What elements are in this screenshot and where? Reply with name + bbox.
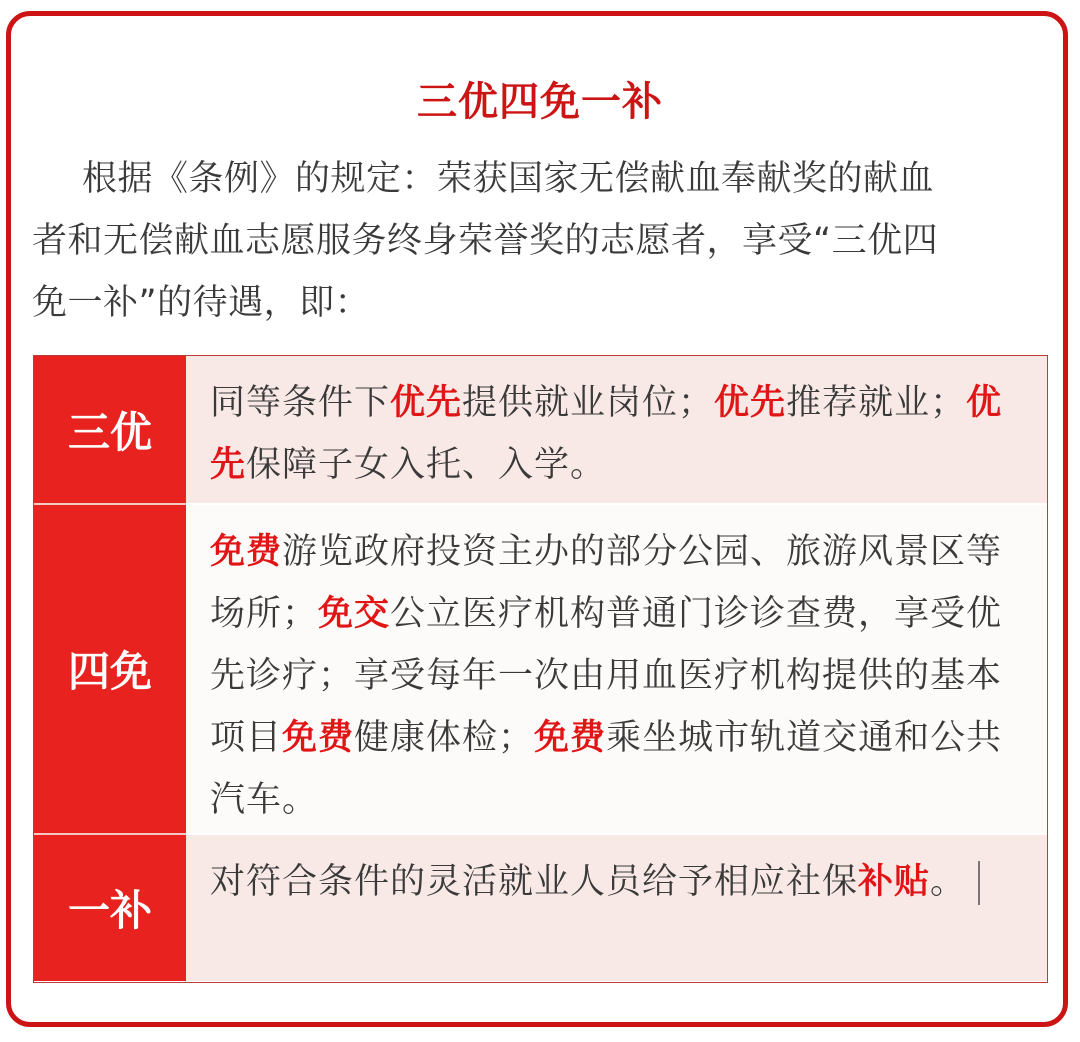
intro-paragraph	[32, 148, 1052, 334]
body-text: 推荐就业；	[786, 383, 967, 423]
highlight-text: 免费	[282, 718, 355, 758]
body-text: 游览政府投资主办的部分公园、旅游风景区等场所；	[210, 532, 1003, 634]
intro-line-3: 免一补”的待遇，即：	[32, 283, 371, 323]
highlight-text: 补贴	[858, 862, 931, 902]
highlight-text: 优先	[210, 383, 1003, 485]
intro-line-2: 者和无偿献血志愿服务终身荣誉奖的志愿者，享受“三优四	[32, 221, 939, 261]
highlight-text: 优先	[390, 383, 463, 423]
body-text: 提供就业岗位；	[462, 383, 715, 423]
row-label: 三优	[34, 356, 186, 503]
row-content[interactable]	[186, 835, 1047, 981]
body-text: 同等条件下	[210, 383, 391, 423]
body-text: 乘坐城市轨道交通和公共汽车。	[210, 718, 1003, 820]
table-row-yibu	[34, 835, 1047, 981]
body-text: 保障子女入托、入学。	[246, 445, 607, 485]
body-text: 。	[930, 862, 967, 902]
benefits-table	[33, 355, 1048, 983]
page-title: 三优四免一补	[417, 79, 663, 125]
row-content	[186, 356, 1047, 503]
highlight-text: 免费	[210, 532, 283, 572]
highlight-text: 优先	[714, 383, 787, 423]
body-text: 公立医疗机构普通门诊诊查费，享受优先诊疗；享受每年一次由用血医疗机构提供的基本项目	[210, 594, 1003, 758]
table-row-simian	[34, 505, 1047, 833]
table-row-sanyou	[34, 356, 1047, 503]
row-label: 一补	[34, 835, 186, 981]
row-content	[186, 505, 1047, 833]
row-label: 四免	[34, 505, 186, 833]
highlight-text: 免交	[318, 594, 391, 634]
body-text: 对符合条件的灵活就业人员给予相应社保	[210, 862, 859, 902]
text-cursor	[978, 861, 980, 905]
highlight-text: 免费	[534, 718, 607, 758]
body-text: 健康体检；	[354, 718, 535, 758]
intro-line-1: 根据《条例》的规定：荣获国家无偿献血奉献奖的献血	[82, 159, 935, 199]
